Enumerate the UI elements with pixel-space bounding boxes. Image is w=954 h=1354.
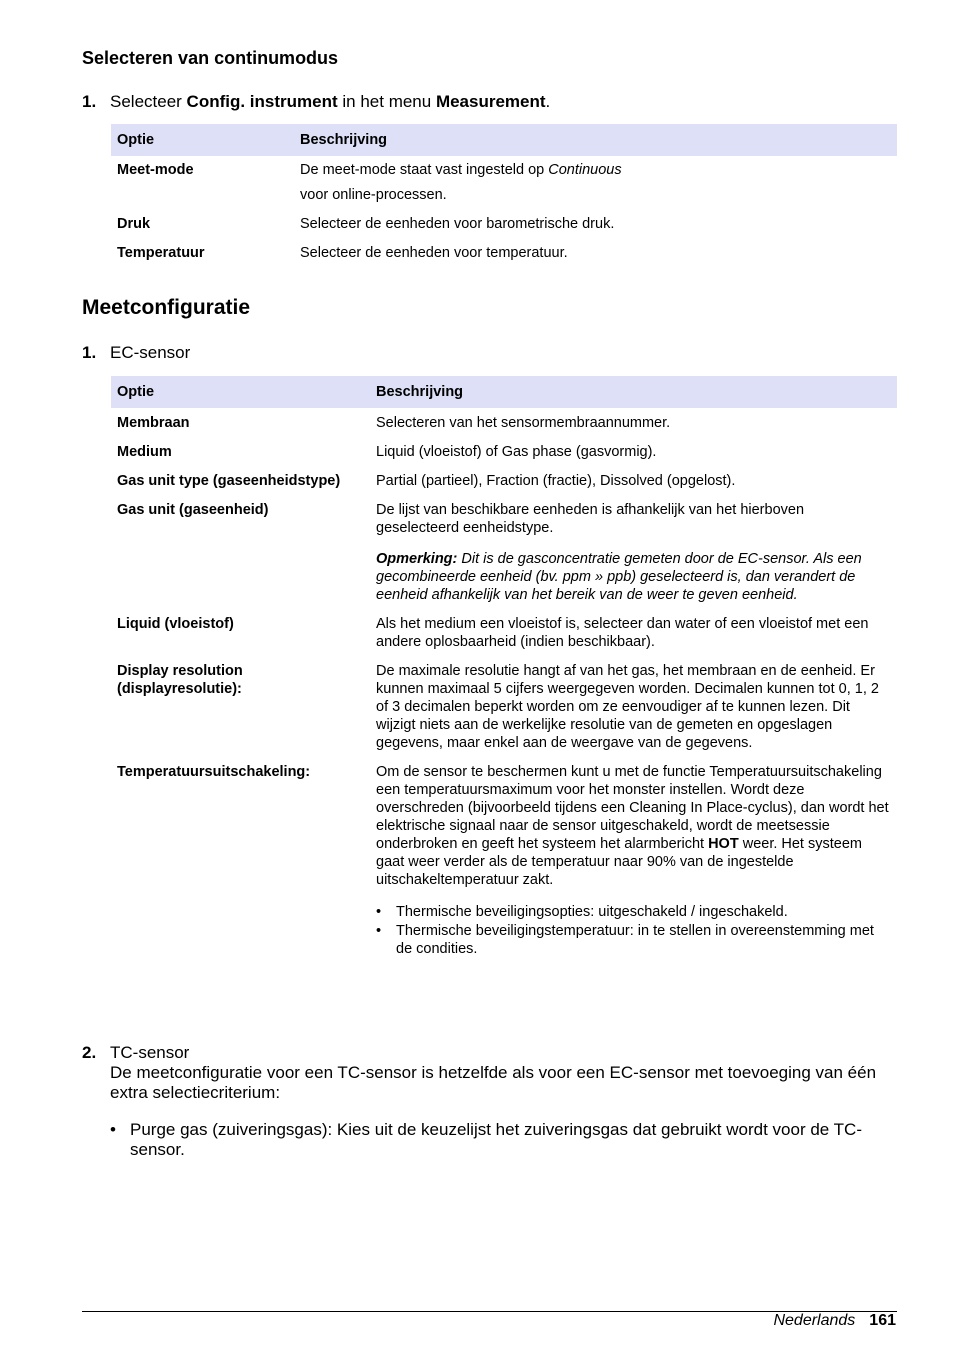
note-label: Opmerking: bbox=[376, 551, 458, 567]
option-description: De meet-mode staat vast ingesteld op Continuous voor online-processen. bbox=[300, 162, 622, 203]
option-name: Temperatuur bbox=[117, 245, 205, 261]
option-name: Liquid (vloeistof) bbox=[117, 616, 234, 632]
header-optie: Optie bbox=[111, 124, 294, 156]
step-number: 2. bbox=[82, 1043, 97, 1062]
option-name: Medium bbox=[117, 444, 172, 460]
page-number: 161 bbox=[869, 1312, 896, 1329]
option-description: Selecteer de eenheden voor temperatuur. bbox=[300, 245, 568, 261]
option-name: Meet-mode bbox=[117, 162, 194, 178]
option-name: Gas unit (gaseenheid) bbox=[117, 502, 269, 518]
option-description: Als het medium een vloeistof is, selecteer dan water of een vloeistof met een andere oplosbaarheid (indien beschikbaar). bbox=[376, 616, 869, 650]
menu-item-config-instrument: Config. instrument bbox=[186, 92, 338, 111]
table-row bbox=[111, 239, 897, 268]
header-beschrijving: Beschrijving bbox=[294, 124, 897, 156]
table-row bbox=[111, 210, 897, 239]
footer-language: Nederlands bbox=[773, 1312, 856, 1329]
option-description: Om de sensor te beschermen kunt u met de functie Temperatuursuitschakeling een temperatuursmaximum voor het monster instellen. Wordt deze overschreden (bijvoorbeeld tijdens een Cleaning In Place-cyclus), dan wordt het elektrische signaal naar de sensor uitgeschakeld, wordt de meetsessie onderbroken en geeft het systeem het alarmbericht HOT weer. Het systeem gaat weer verder als de temperatuur naar 90% van de ingestelde uitschakeltemperatuur zakt. • Thermische beveiligingsopties: uitgeschakeld / ingeschakeld. • Thermische beveiligingstemperatuur: in te stellen in overeenstemming met de condities. bbox=[370, 757, 897, 964]
option-description: Liquid (vloeistof) of Gas phase (gasvormig). bbox=[376, 444, 657, 460]
option-description: Selecteer de eenheden voor barometrische druk. bbox=[300, 216, 615, 232]
step-number: 1. bbox=[82, 92, 97, 111]
step-text: De meetconfiguratie voor een TC-sensor is hetzelfde als voor een EC-sensor met toevoeging van één extra selectiecriterium: bbox=[110, 1063, 877, 1102]
table-row bbox=[111, 437, 897, 466]
page-footer bbox=[773, 1312, 896, 1330]
option-description: De lijst van beschikbare eenheden is afhankelijk van het hierboven geselecteerd eenheidstype. Opmerking: Dit is de gasconcentratie gemeten door de EC-sensor. Als een gecombineerde eenheid (bv. ppm » ppb) geselecteerd is, dan verandert de eenheid afhankelijk van het bereik van de weer te geven eenheid. bbox=[370, 495, 897, 609]
menu-measurement: Measurement bbox=[435, 92, 546, 111]
option-name: Temperatuursuitschakeling: bbox=[117, 764, 311, 780]
table-row bbox=[111, 609, 897, 656]
list-item: • Thermische beveiligingsopties: uitgeschakeld / ingeschakeld. bbox=[376, 903, 891, 921]
option-description: De maximale resolutie hangt af van het gas, het membraan en de eenheid. Er kunnen maximaal 5 cijfers weergegeven worden. Decimalen kunnen tot 0, 1, 2 of 3 decimalen beperkt worden om ze eenvoudiger af te kunnen lezen. Dit wijzigt niets aan de werkelijke resolutie van de gemeten en opgeslagen gegevens, maar enkel aan de weergave van de gegevens. bbox=[376, 663, 879, 751]
step-title: TC-sensor bbox=[110, 1043, 190, 1062]
option-name: Membraan bbox=[117, 415, 190, 431]
section-heading-meetconfiguratie: Meetconfiguratie bbox=[82, 296, 251, 319]
note: Opmerking: Dit is de gasconcentratie gemeten door de EC-sensor. Als een gecombineerde eenheid (bv. ppm » ppb) geselecteerd is, dan verandert de eenheid afhankelijk van het bereik van de weer te geven eenheid. bbox=[376, 551, 862, 603]
header-optie: Optie bbox=[111, 376, 370, 408]
table-header-row bbox=[111, 124, 897, 156]
table-header-row bbox=[111, 376, 897, 408]
options-table-ec-sensor bbox=[111, 376, 897, 964]
step-text: Selecteer Config. instrument in het menu Measurement. bbox=[110, 92, 551, 111]
table-row bbox=[111, 466, 897, 495]
list-item: • Thermische beveiligingstemperatuur: in te stellen in overeenstemming met de condities. bbox=[376, 922, 891, 958]
table-row bbox=[111, 656, 897, 757]
option-name: Display resolution (displayresolutie): bbox=[117, 663, 243, 697]
bullet-icon: • bbox=[110, 1120, 116, 1139]
section-heading-continumodus: Selecteren van continumodus bbox=[82, 48, 339, 68]
step-text: EC-sensor bbox=[110, 343, 191, 362]
table-row bbox=[111, 757, 897, 964]
header-beschrijving: Beschrijving bbox=[370, 376, 897, 408]
option-name: Gas unit type (gaseenheidstype) bbox=[117, 473, 341, 489]
table-row bbox=[111, 408, 897, 437]
option-description: Partial (partieel), Fraction (fractie), Dissolved (opgelost). bbox=[376, 473, 736, 489]
alarm-hot: HOT bbox=[708, 836, 739, 852]
step-2-tc-sensor bbox=[82, 1043, 902, 1163]
step-number: 1. bbox=[82, 343, 97, 362]
table-row bbox=[111, 495, 897, 609]
option-name: Druk bbox=[117, 216, 151, 232]
step-1-ec-sensor bbox=[82, 343, 922, 365]
option-description: Selecteren van het sensormembraannummer. bbox=[376, 415, 671, 431]
table-row bbox=[111, 156, 897, 210]
options-table-mode bbox=[111, 124, 897, 268]
list-item: • Purge gas (zuiveringsgas): Kies uit de keuzelijst het zuiveringsgas dat gebruikt wordt voor de TC-sensor. bbox=[110, 1120, 862, 1159]
step-1-config bbox=[82, 92, 922, 114]
bullet-list bbox=[376, 903, 891, 958]
